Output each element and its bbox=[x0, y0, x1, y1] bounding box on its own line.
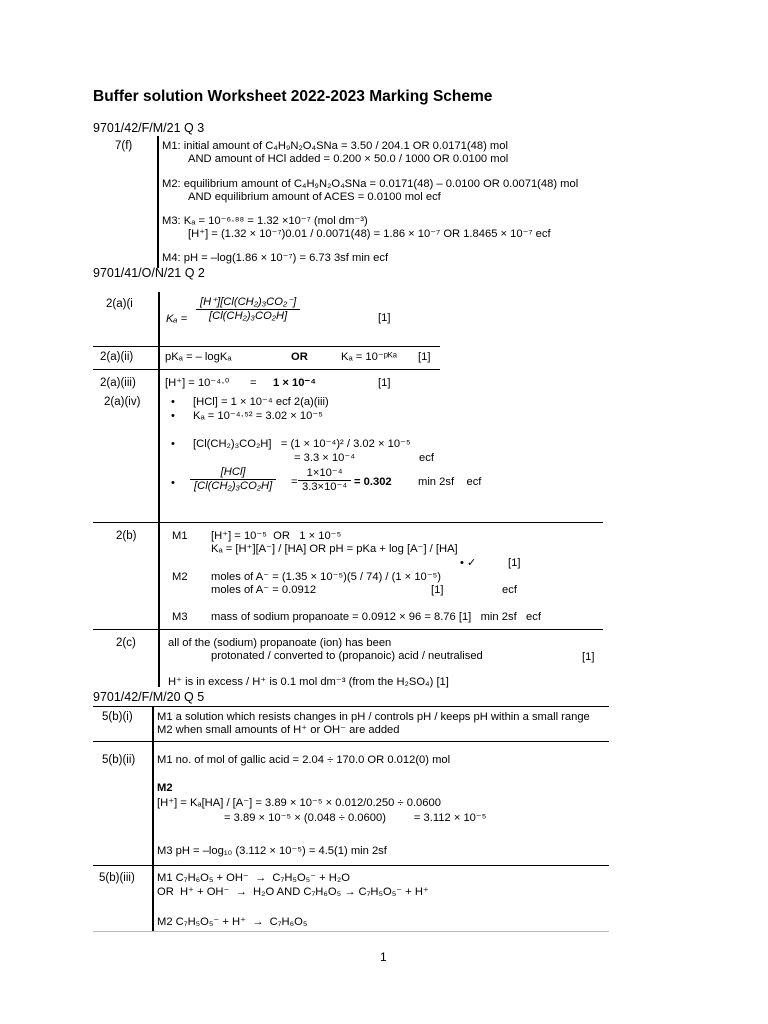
q1-m1a: M1: initial amount of C₄H₉N₂O₄SNa = 3.50 / 204.1 OR 0.0171(48) mol bbox=[162, 140, 508, 152]
q3-r2-b: [H⁺] = Kₐ[HA] / [A⁻] = 3.89 × 10⁻⁵ × 0.012/0.250 ÷ 0.0600 bbox=[157, 797, 441, 809]
q2-ka-fraction bbox=[196, 296, 300, 323]
q2-r6-label: 2(c) bbox=[116, 637, 136, 649]
q2-r3-eq: = bbox=[250, 377, 257, 389]
q2-r5-m1a: [H⁺] = 10⁻⁵ OR 1 × 10⁻⁵ bbox=[211, 530, 342, 542]
q3-r2-d: M3 pH = –log₁₀ (3.112 × 10⁻⁵) = 4.5(1) min 2sf bbox=[157, 845, 387, 857]
q2-r5-mark1: [1] bbox=[508, 557, 521, 569]
hcl-denominator: [Cl(CH₂)₃CO₂H] bbox=[194, 480, 273, 492]
q1-m2a: M2: equilibrium amount of C₄H₉N₂O₄SNa = 0.0171(48) – 0.0100 OR 0.0071(48) mol bbox=[162, 178, 579, 190]
q2-r5-tick: • ✓ bbox=[460, 557, 477, 569]
q2-r1-mark: [1] bbox=[378, 312, 391, 324]
q2-r3-mark: [1] bbox=[378, 377, 391, 389]
q2-r3-a: [H⁺] = 10⁻⁴·⁰ bbox=[165, 377, 230, 389]
q1-label: 7(f) bbox=[115, 140, 133, 152]
q2-r1-label: 2(a)(i bbox=[106, 298, 133, 310]
q2-r2-mark: [1] bbox=[418, 351, 431, 363]
q3-r3-label: 5(b)(iii) bbox=[99, 872, 135, 884]
q2-r4-b3c: ecf bbox=[419, 452, 434, 464]
q2-r4-tail: min 2sf ecf bbox=[418, 476, 482, 488]
q2-r4-result: = 0.302 bbox=[354, 476, 392, 488]
q2-r5-m3a: mass of sodium propanoate = 0.0912 × 96 = 8.76 [1] min 2sf ecf bbox=[211, 611, 541, 623]
q3-r1-b: M2 when small amounts of H⁺ or OH⁻ are added bbox=[157, 724, 400, 736]
hcl-numerator: [HCl] bbox=[190, 466, 276, 480]
q2-r5-m1: M1 bbox=[172, 530, 188, 542]
q3-r1-label: 5(b)(i) bbox=[102, 711, 133, 723]
bullet: • bbox=[171, 396, 175, 408]
q3-r3-c: M2 C₇H₅O₅⁻ + H⁺ → C₇H₆O₅ bbox=[157, 916, 308, 928]
value-fraction bbox=[298, 467, 351, 494]
ka-denominator: [Cl(CH₂)₃CO₂H] bbox=[209, 310, 288, 322]
row-divider bbox=[93, 369, 440, 370]
q3-r2-a: M1 no. of mol of gallic acid = 2.04 ÷ 170.0 OR 0.012(0) mol bbox=[157, 754, 451, 766]
row-divider bbox=[93, 346, 440, 347]
q2-r3-label: 2(a)(iii) bbox=[100, 377, 136, 389]
value-denominator: 3.3×10⁻⁴ bbox=[302, 481, 348, 493]
row-divider bbox=[93, 706, 609, 707]
value-numerator: 1×10⁻⁴ bbox=[298, 467, 351, 481]
equals-sign: = bbox=[291, 476, 298, 488]
q2-r4-b2: Kₐ = 10⁻⁴·⁵² = 3.02 × 10⁻⁵ bbox=[193, 410, 323, 422]
q2-r6-b: protonated / converted to (propanoic) acid / neutralised bbox=[211, 650, 483, 662]
q2-r4-label: 2(a)(iv) bbox=[104, 396, 141, 408]
q2-r2-a: pKₐ = – logKₐ bbox=[165, 351, 232, 363]
q2-r5-m2: M2 bbox=[172, 571, 188, 583]
q3-r3-a: M1 C₇H₆O₅ + OH⁻ → C₇H₅O₅⁻ + H₂O bbox=[157, 872, 350, 884]
q3-r1-a: M1 a solution which resists changes in pH / controls pH / keeps pH within a small range bbox=[157, 711, 590, 723]
q2-r2-or: OR bbox=[291, 351, 308, 363]
q2-r6-c: H⁺ is in excess / H⁺ is 0.1 mol dm⁻³ (from the H₂SO₄) [1] bbox=[168, 676, 449, 688]
q1-m4: M4: pH = –log(1.86 × 10⁻⁷) = 6.73 3sf min ecf bbox=[162, 252, 389, 264]
bullet: • bbox=[171, 410, 175, 422]
q1-m3a: M3: Kₐ = 10⁻⁶·⁸⁸ = 1.32 ×10⁻⁷ (mol dm⁻³) bbox=[162, 215, 368, 227]
q2-r5-label: 2(b) bbox=[116, 530, 137, 542]
row-divider bbox=[93, 741, 609, 742]
q2-r5-m3: M3 bbox=[172, 611, 188, 623]
q2-r4-b1: [HCl] = 1 × 10⁻⁴ ecf 2(a)(iii) bbox=[193, 396, 329, 408]
q2-r5-m2ecf: ecf bbox=[502, 584, 517, 596]
q2-r5-m1b: Kₐ = [H⁺][A⁻] / [HA] OR pH = pKa + log [A⁻] / [HA] bbox=[211, 543, 458, 555]
q2-r6-a: all of the (sodium) propanoate (ion) has been bbox=[168, 637, 392, 649]
q2-r2-b: Kₐ = 10⁻ᵖᴷᵃ bbox=[341, 351, 397, 363]
bullet: • bbox=[171, 438, 175, 450]
row-divider bbox=[93, 522, 603, 523]
q3-r2-m2: M2 bbox=[157, 782, 173, 794]
row-divider bbox=[93, 931, 609, 932]
q2-r3-b: 1 × 10⁻⁴ bbox=[273, 377, 316, 389]
row-divider bbox=[93, 629, 603, 630]
q2-r4-b3b: = 3.3 × 10⁻⁴ bbox=[294, 452, 356, 464]
q2-r5-m2mark: [1] bbox=[431, 584, 444, 596]
document-title: Buffer solution Worksheet 2022-2023 Marking Scheme bbox=[93, 88, 493, 105]
q2-r5-m2b: moles of A⁻ = 0.0912 bbox=[211, 584, 317, 596]
q1-m2b: AND equilibrium amount of ACES = 0.0100 mol ecf bbox=[188, 191, 441, 203]
q2-r5-m2a: moles of A⁻ = (1.35 × 10⁻⁵)(5 / 74) / (1 × 10⁻⁵) bbox=[211, 571, 442, 583]
q2-r2-label: 2(a)(ii) bbox=[100, 351, 134, 363]
q2-divider bbox=[158, 292, 160, 687]
q1-m3b: [H⁺] = (1.32 × 10⁻⁷)0.01 / 0.0071(48) = 1.86 × 10⁻⁷ OR 1.8465 × 10⁻⁷ ecf bbox=[188, 228, 551, 240]
row-divider bbox=[93, 865, 609, 866]
q3-r2-c: = 3.89 × 10⁻⁵ × (0.048 ÷ 0.0600) = 3.112 × 10⁻⁵ bbox=[224, 812, 487, 824]
ka-numerator: [H⁺][Cl(CH₂)₃CO₂⁻] bbox=[196, 296, 300, 310]
question-ref-1: 9701/42/F/M/21 Q 3 bbox=[93, 121, 205, 135]
bullet: • bbox=[171, 477, 175, 489]
q3-r2-label: 5(b)(ii) bbox=[102, 754, 136, 766]
q1-m1b: AND amount of HCl added = 0.200 × 50.0 / 1000 OR 0.0100 mol bbox=[188, 153, 509, 165]
q3-r3-b: OR H⁺ + OH⁻ → H₂O AND C₇H₆O₅ → C₇H₅O₅⁻ + H⁺ bbox=[157, 886, 429, 898]
q1-divider bbox=[157, 136, 159, 268]
question-ref-3: 9701/42/F/M/20 Q 5 bbox=[93, 690, 205, 704]
hcl-fraction bbox=[190, 466, 276, 493]
q2-r4-b3a: [Cl(CH₂)₃CO₂H] = (1 × 10⁻⁴)² / 3.02 × 10⁻⁵ bbox=[193, 438, 411, 450]
q2-ka-symbol: Kₐ = bbox=[166, 313, 188, 325]
q2-r6-mark: [1] bbox=[582, 651, 595, 663]
page-number: 1 bbox=[380, 950, 387, 964]
question-ref-2: 9701/41/O/N/21 Q 2 bbox=[93, 266, 205, 280]
